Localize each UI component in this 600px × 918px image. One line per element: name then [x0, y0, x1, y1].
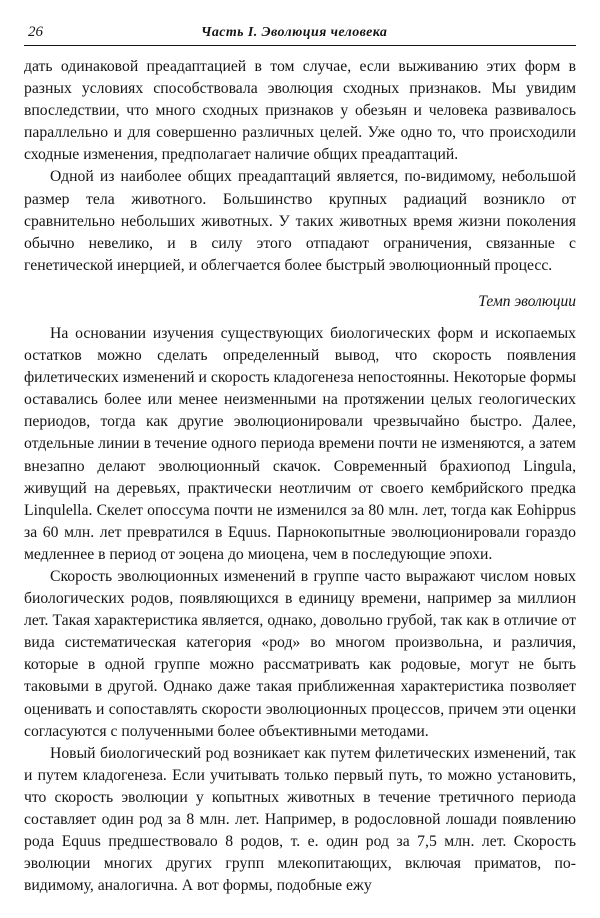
paragraph-continuation: дать одинаковой преадаптацией в том случае, если выживанию этих форм в разных условиях способствовала эволюция сходных признаков. Мы увидим впоследствии, что много сходных признаков у обезьян и человека развивалось параллельно и для совершенно различных целей. Уже одно то, что происходили сходные изменения, предполагает наличие общих преадаптаций. [24, 58, 576, 164]
paragraph-evolution-rate: На основании изучения существующих биологических форм и ископаемых остатков можно сделать определенный вывод, что скорость появления филетических изменений и скорость кладогенеза непостоянны. Некоторые формы оставались более или менее неизменными на протяжении целых геологических периодов, тогда как другие эволюционировали чрезвычайно быстро. Далее, отдельные линии в течение одного периода времени почти не изменяются, а затем внезапно делают эволюционный скачок. Современный брахиопод Lingula, живущий на деревьях, практически неотличим от своего кембрийского предка Linqulella. Скелет опоссума почти не изменился за 80 млн. лет, тогда как Eohippus за 60 млн. лет превратился в Equus. Парнокопытные эволюционировали гораздо медленнее в период от эоцена до миоцена, чем в последующие эпохи. [24, 324, 576, 563]
running-header [24, 20, 576, 46]
paragraph-new-genus: Новый биологический род возникает как путем филетических изменений, так и путем кладогенеза. Если учитывать только первый путь, то можно установить, что скорость эволюции у копытных животных в течение третичного периода составляет один род за 8 млн. лет. Например, в родословной лошади появлению рода Equus предшествовало 8 родов, т. е. один род за 7,5 млн. лет. Скорость эволюции многих других групп млекопитающих, включая приматов, по-видимому, аналогична. А вот формы, подобные ежу [24, 744, 576, 895]
page-number: 26 [28, 24, 43, 40]
book-page [24, 20, 576, 897]
section-heading: Темп эволюции [478, 292, 576, 310]
running-title: Часть I. Эволюция человека [201, 25, 388, 40]
paragraph-preadaptation-size: Одной из наиболее общих преадаптаций является, по-видимому, небольшой размер тела животного. Большинство крупных радиаций возникло от сравнительно небольших животных. У таких животных время жизни поколения обычно невелико, и в силу этого отпадают ограничения, связанные с генетической инерцией, и облегчается более быстрый эволюционный процесс. [24, 168, 576, 274]
paragraph-genera-rate: Скорость эволюционных изменений в группе часто выражают числом новых биологических родов, появляющихся в единицу времени, например за миллион лет. Такая характеристика является, однако, довольно грубой, так как в отличие от вида систематическая категория «род» во многом произвольна, и различия, которые в одной группе можно рассматривать как родовые, могут не быть таковыми в другой. Однако даже такая приближенная характеристика позволяет оценивать и сопоставлять скорости эволюционных процессов, причем эти оценки согласуются с полученными более объективными методами. [24, 567, 576, 740]
